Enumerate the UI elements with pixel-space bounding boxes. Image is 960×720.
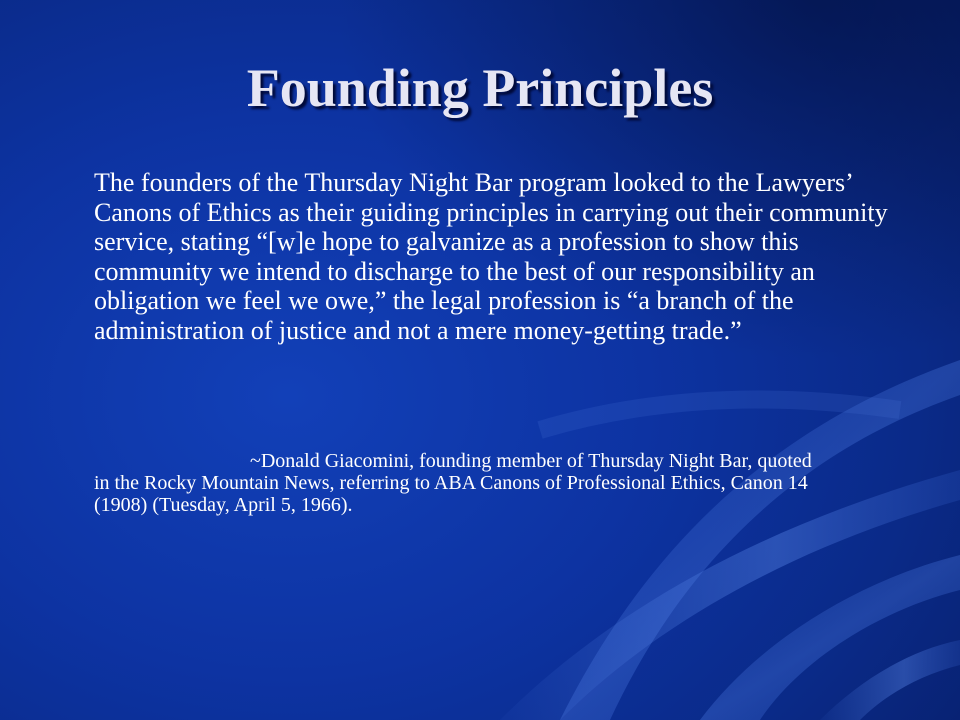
slide-title: Founding Principles [246,58,714,118]
attribution-content: ~Donald Giacomini, founding member of Thursday Night Bar, quoted in the Rocky Mountain News, referring to ABA Canons of Professional Ethics, Canon 14 (1908) (Tuesday, April 5, 1966). [94,450,812,516]
quote-paragraph: The founders of the Thursday Night Bar program looked to the Lawyers’ Canons of Ethics as their guiding principles in carrying out their community service, stating “[w]e hope to galvanize as a profession to show this community we intend to discharge to the best of our responsibility an obligation we feel we owe,” the legal profession is “a branch of the administration of justice and not a mere money-getting trade.” [94,168,888,345]
attribution-text [94,450,814,516]
